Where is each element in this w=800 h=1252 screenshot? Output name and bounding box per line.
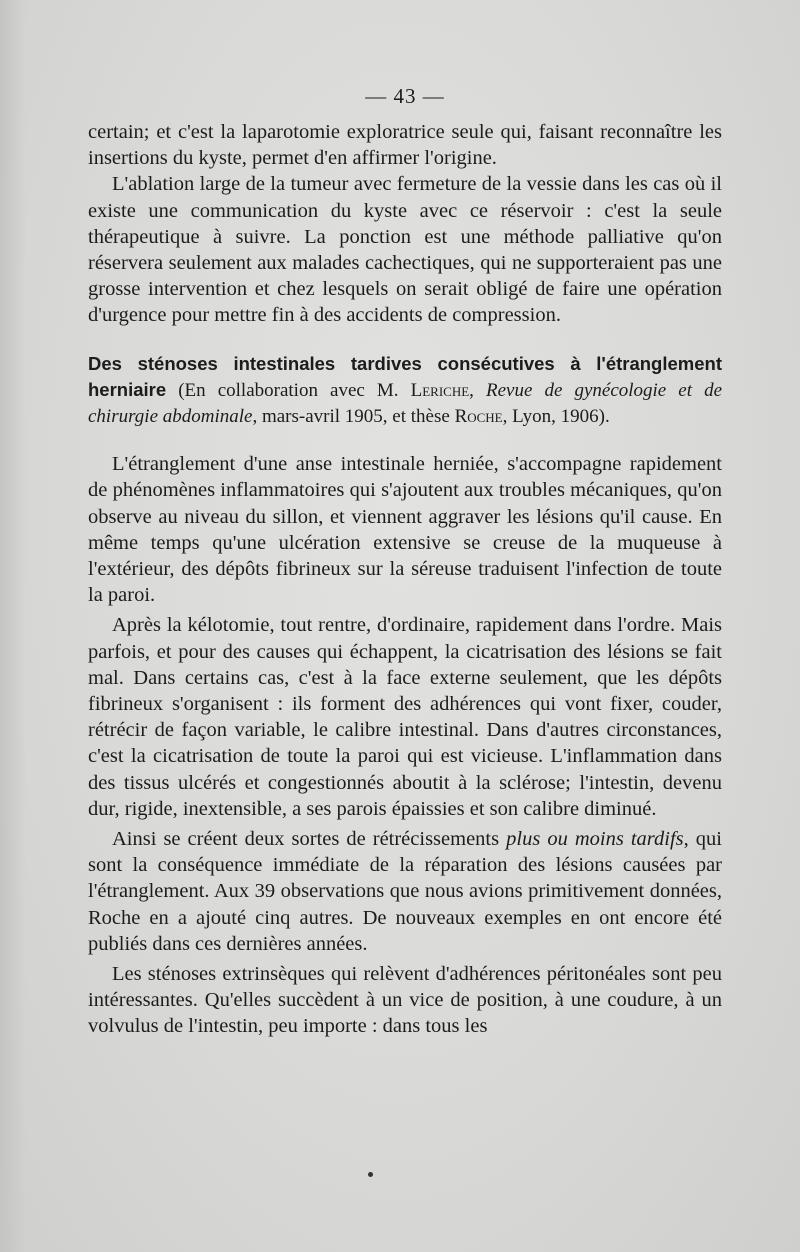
p3-end: , qui sont la conséquence immédiate de la réparation des lésions causées par l'étranglement. Aux 39 observations que nous avions primitivement données, Roche en a ajouté cinq autres. De nouveaux exemples en ont encore été publiés dans ces dernières années. bbox=[88, 827, 723, 955]
p3-start: Ainsi se créent deux sortes de rétrécissements bbox=[112, 827, 507, 850]
page-edge-shadow bbox=[0, 0, 26, 1252]
section-title-block bbox=[88, 351, 722, 430]
paragraph-continued: certain; et c'est la laparotomie exploratrice seule qui, faisant reconnaître les insertions du kyste, permet d'en affirmer l'origine. bbox=[88, 121, 722, 170]
section-ref-close: , Lyon, 1906). bbox=[502, 405, 610, 427]
section-ref-open: (En collaboration avec M. bbox=[166, 380, 411, 402]
section-ref-author-roche: Roche bbox=[454, 405, 503, 427]
section-ref-sep: , bbox=[469, 380, 486, 402]
paragraph-etranglement: L'étranglement d'une anse intestinale herniée, s'accompagne rapidement de phénomènes inflammatoires qui s'ajoutent aux troubles mécaniques, qu'on observe au niveau du sillon, et viennent aggraver les lésions qu'il cause. En même temps qu'une ulcération extensive se creuse de la muqueuse à l'extérieur, des dépôts fibrineux sur la séreuse traduisent l'infection de toute la paroi. bbox=[88, 453, 722, 607]
section-heading bbox=[88, 351, 722, 430]
section-title: Des sténoses intestinales tardives consécutives à l'étranglement herniaire bbox=[88, 352, 722, 401]
page-number: — 43 — bbox=[365, 84, 445, 108]
paragraph-retrecissements bbox=[88, 826, 722, 957]
page-mark-dot bbox=[368, 1172, 373, 1177]
section-ref-mid: , mars-avril 1905, et thèse bbox=[252, 405, 455, 427]
paragraph-kelotomie: Après la kélotomie, tout rentre, d'ordinaire, rapidement dans l'ordre. Mais parfois, et pour des causes qui échappent, la cicatrisation des lésions se fait mal. Dans certains cas, c'est à la face externe seulement, que les dépôts fibrineux s'organisent : ils forment des adhérences qui vont fixer, couder, rétrécir de façon variable, le calibre intestinal. Dans d'autres circonstances, c'est la cicatrisation de toute la paroi qui est vicieuse. L'inflammation dans des tissus ulcérés et congestionnés aboutit à la sclérose; l'intestin, devenu dur, rigide, inextensible, a ses parois épaissies et son calibre diminué. bbox=[88, 614, 722, 820]
paragraph-stenoses-extrinseques: Les sténoses extrinsèques qui relèvent d'adhérences péritonéales sont peu intéressantes. Qu'elles succèdent à un vice de position, à une coudure, à un volvulus de l'intestin, peu importe : dans tous les bbox=[88, 962, 722, 1038]
section-ref-author-leriche: Leriche bbox=[410, 380, 470, 402]
p3-italic: plus ou moins tardifs bbox=[506, 827, 684, 850]
section-ref-journal: Revue de gynécologie et de chirurgie abdominale bbox=[88, 380, 723, 427]
paragraph-ablation: L'ablation large de la tumeur avec fermeture de la vessie dans les cas où il existe une communication du kyste avec ce réservoir : c'est la seule thérapeutique à suivre. La ponction est une méthode palliative qu'on réservera seulement aux malades cachectiques, qui ne supporteraient pas une grosse intervention et chez lesquels on serait obligé de faire une opération d'urgence pour mettre fin à des accidents de compression. bbox=[88, 173, 722, 327]
